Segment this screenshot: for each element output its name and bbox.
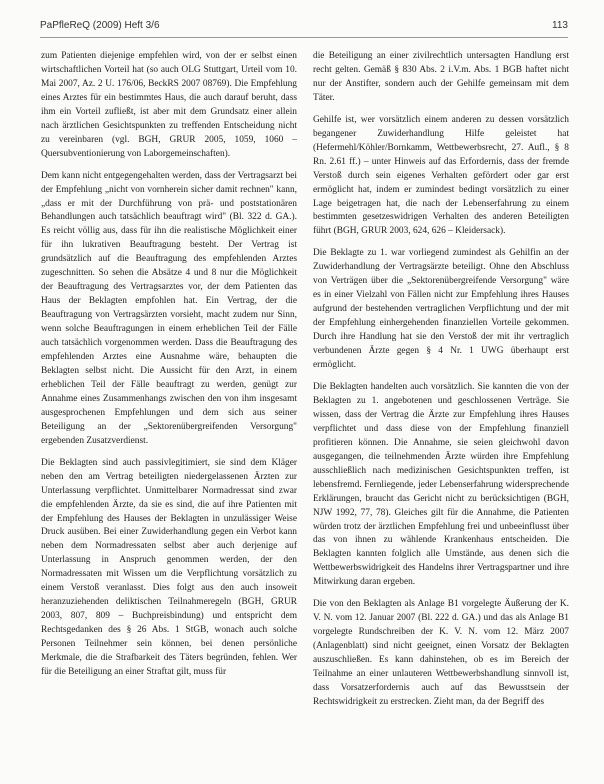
paragraph: Die von den Beklagten als Anlage B1 vorgelegte Äußerung der K. V. N. vom 12. Januar 2007 (Bl. 222 d. GA.) und das als Anlage B1 vorgelegte Rundschreiben der K. V. N. vom 12. März 2007 (Anlagenblatt) sind nicht geeignet, einen Vorsatz der Beklagten auszuschließen. Es kann dahinstehen, ob es im Bereich der Teilnahme an einer unlauteren Wettbewerbshandlung sinnvoll ist, dass Vorsatzerfordernis auch auf das Bewusstsein der Rechtswidrigkeit zu erstrecken. Zieht man, da der Begriff des [313,599,569,707]
paragraph: zum Patienten diejenige empfehlen wird, von der er selbst einen wirtschaftlichen Vorteil hat (so auch OLG Stuttgart, Urteil vom 10. Mai 2007, Az. 2 U. 176/06, BeckRS 2007 08769). Die Empfehlung eines Arztes für ein bestimmtes Haus, die auch darauf beruht, dass ihm ein Vorteil zufließt, ist aber mit dem Grundsatz einer allein nach ärztlichen Gesichtspunkten zu treffenden Entscheidung nicht zu vereinbaren (vgl. BGH, GRUR 2005, 1059, 1060 – Quersubventionierung von Laborgemeinschaften). [41,51,297,159]
journal-title: PaPfleReQ (2009) Heft 3/6 [40,20,160,31]
left-column [41,50,297,688]
page-header [40,20,568,36]
right-column [313,50,569,718]
header-rule [40,37,568,38]
paragraph: Dem kann nicht entgegengehalten werden, dass der Vertragsarzt bei der Empfehlung „nicht von vornherein sicher damit rechnen" kann, „dass er mit der Durchführung von prä- und poststationären Behandlungen auch tatsächlich beauftragt wird" (Bl. 322 d. GA.). Es reicht völlig aus, dass für ihn die realistische Möglichkeit einer für ihn lukrativen Beauftragung besteht. Der Vertrag ist grundsätzlich auf die Beauftragung des empfehlenden Arztes zugeschnitten. So sehen die Absätze 4 und 8 nur die Möglichkeit der Beauftragung des Vertragsarztes vor, der dem Patienten das Haus der Beklagten empfohlen hat. Ein Vertrag, der die Beauftragung von Vertragsärzten vorsieht, macht zudem nur Sinn, wenn solche Beauftragungen in einem erheblichen Teil der Fälle auch tatsächlich vorgenommen werden. Dass die Beauftragung des empfehlenden Arztes eine Ausnahme wäre, behaupten die Beklagten selbst nicht. Die Aussicht für den Arzt, in einem erheblichen Teil der Fälle beauftragt zu werden, genügt zur Annahme eines Zusammenhangs zwischen den von ihm insgesamt ausgesprochenen Empfehlungen und dem sich aus seiner Beteiligung an der „Sektorenübergreifenden Versorgung" ergebenden Zusatzverdienst. [41,170,297,446]
paragraph: die Beteiligung an einer zivilrechtlich untersagten Handlung erst recht gelten. Gemäß § 830 Abs. 2 i.V.m. Abs. 1 BGB haftet nicht nur der Anstifter, sondern auch der Gehilfe gemeinsam mit dem Täter. [313,51,569,103]
paragraph: Die Beklagten sind auch passivlegitimiert, sie sind dem Kläger neben den am Vertrag beteiligten niedergelassenen Ärzten zur Unterlassung verpflichtet. Unmittelbarer Normadressat sind zwar die empfehlenden Ärzte, da sie es sind, die auf ihre Patienten mit der Empfehlung des Hauses der Beklagten in unzulässiger Weise Druck ausüben. Bei einer Zuwiderhandlung gegen ein Verbot kann neben dem Normadressaten selbst aber auch derjenige auf Unterlassung in Anspruch genommen werden, der den Normadressaten mit Wissen um die Verpflichtung vorsätzlich zu einem Verstoß veranlasst. Dies folgt aus den auch insoweit heranzuziehenden deliktischen Teilnahmeregeln (BGH, GRUR 2003, 807, 809 – Buchpreisbindung) und entspricht dem Rechtsgedanken des § 26 Abs. 1 StGB, wonach auch solche Personen Teilnehmer sein können, bei denen persönliche Merkmale, die die Strafbarkeit des Täters begründen, fehlen. Wer für die Beteiligung an einer Straftat gilt, muss für [41,457,297,677]
page-number: 113 [552,20,568,31]
paragraph: Gehilfe ist, wer vorsätzlich einem anderen zu dessen vorsätzlich begangener Zuwiderhandlung Hilfe geleistet hat (Hefermehl/Köhler/Bornkamm, Wettbewerbsrecht, 27. Aufl., § 8 Rn. 2.61 ff.) – unter Hinweis auf das Erfordernis, dass der fremde Verstoß durch sein eigenes Verhalten gefördert oder gar erst ermöglicht hat, indem er zumindest bedingt vorsätzlich zu einer Lage beigetragen hat, die nach der Lebenserfahrung zu einem bestimmten gesetzeswidrigen Verhalten des anderen Beteiligten führt (BGH, GRUR 2003, 624, 626 – Kleidersack). [313,114,569,237]
paragraph: Die Beklagte zu 1. war vorliegend zumindest als Gehilfin an der Zuwiderhandlung der Vertragsärzte beteiligt. Ohne den Abschluss von Verträgen über die „Sektorenübergreifende Versorgung" wäre es in einer Vielzahl von Fällen nicht zur Empfehlung ihres Hauses aufgrund der bestehenden vertraglichen Verpflichtung und der mit der Empfehlung einhergehenden finanziellen Vorteile gekommen. Durch ihre Handlung hat sie den Verstoß der mit ihr vertraglich verbundenen Ärzte gegen § 4 Nr. 1 UWG überhaupt erst ermöglicht. [313,248,569,371]
paragraph: Die Beklagten handelten auch vorsätzlich. Sie kannten die von der Beklagten zu 1. angebotenen und geschlossenen Verträge. Sie wissen, dass der Vertrag die Ärzte zur Empfehlung ihres Hauses verpflichtet und dass diese von der Empfehlung finanziell profitieren können. Die Annahme, sie seien gleichwohl davon ausgegangen, die teilnehmenden Ärzte würden ihre Empfehlung ausschließlich nach medizinischen Gesichtspunkten treffen, ist lebensfremd. Fernliegende, jeder Lebenserfahrung widersprechende Erklärungen, braucht das Gericht nicht zu berücksichtigen (BGH, NJW 1992, 77, 78). Gleiches gilt für die Annahme, die Patienten würden trotz der ärztlichen Empfehlung frei und unbeeinflusst über das von ihnen zu wählende Krankenhaus entscheiden. Die Beklagten kannten folglich alle Umstände, aus denen sich die Wettbewerbswidrigkeit des Handelns ihrer Vertragspartner und ihre Mitwirkung daran ergeben. [313,381,569,588]
